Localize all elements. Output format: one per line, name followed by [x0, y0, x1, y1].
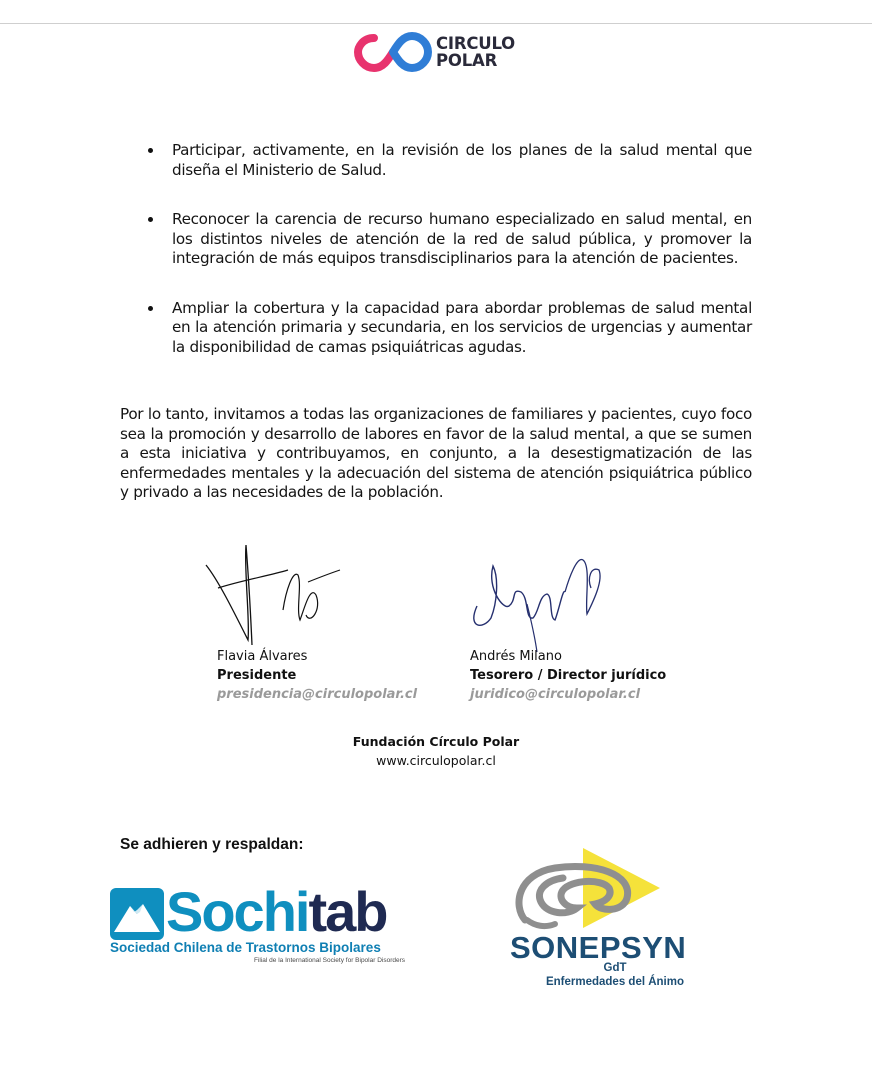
bullet-dot-icon [148, 217, 153, 222]
sochitab-filial: Filial de la International Society for Bipolar Disorders [254, 957, 406, 964]
signatory-email: presidencia@circulopolar.cl [217, 687, 418, 702]
body-paragraph: Por lo tanto, invitamos a todas las organizaciones de familiares y pacientes, cuyo foco sea la promoción y desarrollo de labores en favor de la salud mental, a que se sumen a esta iniciativa y contribuyamos, en conjunto, a la desestigmatización de las enfermedades mentales y la adecuación del sistema de atención psiquiátrica público y privado a las necesidades de la población. [120, 405, 752, 501]
brand-line-2: POLAR [436, 51, 498, 70]
signatory-block [217, 647, 417, 704]
signatory-role: Tesorero / Director jurídico [470, 668, 667, 683]
signature-andres-image [465, 548, 610, 658]
foundation-web: www.circulopolar.cl [376, 753, 496, 768]
signatory-name: Flavia Álvares [217, 649, 308, 664]
sochitab-subtitle: Sociedad Chilena de Trastornos Bipolares [110, 940, 381, 955]
sochitab-wordmark [166, 880, 386, 944]
sochitab-word-b: tab [308, 880, 387, 943]
sonepsyn-subtitle: Enfermedades del Ánimo [545, 976, 685, 988]
bullet-text: Reconocer la carencia de recurso humano especializado en salud mental, en los distintos niveles de atención de la red de salud pública, y promover la integración de más equipos transdisciplinarios para la atención de pacientes. [172, 210, 752, 267]
bullet-item [120, 210, 752, 269]
mountain-icon [110, 888, 164, 940]
bullet-dot-icon [148, 306, 153, 311]
signatory-block [470, 647, 666, 704]
bullet-text: Ampliar la cobertura y la capacidad para abordar problemas de salud mental en la atención primaria y secundaria, en los servicios de urgencias y aumentar la disponibilidad de camas psiquiátricas agudas. [172, 298, 752, 356]
bullet-dot-icon [148, 148, 153, 153]
signature-flavia-image [198, 540, 346, 650]
sonepsyn-logo [505, 846, 720, 996]
infinity-logo-icon [354, 30, 432, 74]
sochitab-logo [104, 880, 422, 966]
sochitab-word-a: Sochi [166, 880, 309, 943]
sonepsyn-brain-icon [505, 846, 720, 936]
bullet-item [120, 299, 752, 358]
bullet-list [120, 141, 752, 387]
circulo-polar-logo [354, 30, 524, 74]
foundation-name: Fundación Círculo Polar [352, 734, 520, 749]
brand-line-1: CIRCULO [436, 34, 516, 53]
signatory-role: Presidente [217, 668, 297, 683]
sonepsyn-name: SONEPSYN [510, 930, 687, 965]
bullet-text: Participar, activamente, en la revisión de los planes de la salud mental que diseña el Ministerio de Salud. [172, 141, 752, 179]
brand-name [436, 35, 515, 69]
foundation-block [280, 732, 592, 770]
top-rule [0, 23, 872, 24]
supporters-heading: Se adhieren y respaldan: [120, 836, 304, 853]
sonepsyn-gdt: GdT [603, 962, 627, 974]
bullet-item [120, 141, 752, 180]
signatory-name: Andrés Milano [470, 649, 562, 664]
signatory-email: juridico@circulopolar.cl [470, 687, 641, 702]
